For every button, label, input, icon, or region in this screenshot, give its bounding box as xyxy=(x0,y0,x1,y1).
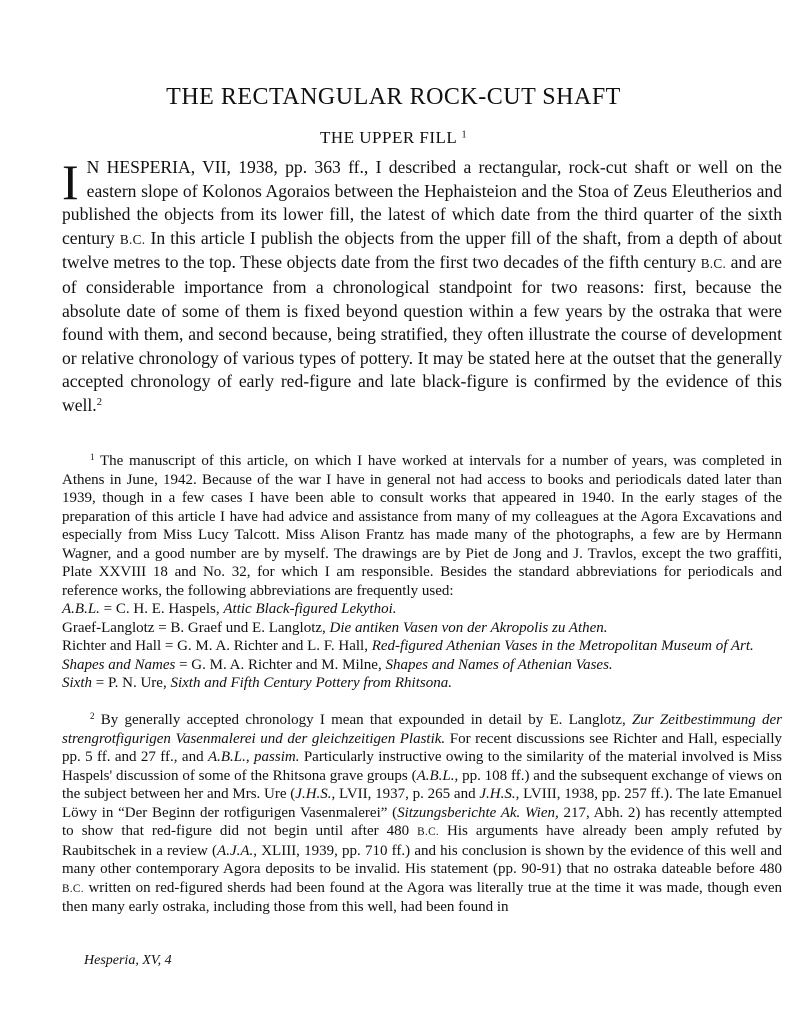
fn2-text: Particularly instructive owing to the similarity of the material involved is Miss Haspels' discussion of some of the Rhitsona grave groups ( xyxy=(62,749,782,784)
page-footer: Hesperia, XV, 4 xyxy=(84,953,172,968)
paragraph-part-1: N HESPERIA, VII, 1938, pp. 363 ff., I described a rectangular, rock-cut shaft or well on the eastern slope of Kolonos Agoraios between the Hephaisteion and the Stoa of Zeus Eleutherios and published the objects from its lower fill, the latest of which date from the third quarter of the sixth century xyxy=(62,157,782,248)
fn2-text: written on red-figured sherds had been found at the Agora was literally true at the time it was made, though even then many early ostraka, including those from this well, had been found in xyxy=(62,879,782,915)
footnote-1-text xyxy=(62,452,782,600)
abbrev-entry xyxy=(62,600,782,619)
abbrev-eq: = P. N. Ure, xyxy=(92,675,171,691)
fn2-citation: A.B.L. xyxy=(207,749,246,765)
fn2-text: , LVII, 1937, p. 265 and xyxy=(331,786,480,802)
abbrev-key: Sixth xyxy=(62,675,92,691)
fn2-text: For recent discussions see Richter and Hall, especially pp. 5 ff. and 27 ff., and xyxy=(62,730,782,765)
fn2-text: , pp. 108 ff.) and the subsequent exchange of views on the subject between her and Mrs. Ure ( xyxy=(62,767,782,802)
fn2-citation: Zur Zeitbestimmung der strengrotfigurigen Vasenmalerei und der gleichzeitigen Plastik. xyxy=(62,712,782,747)
abbrev-work: Die antiken Vasen von der Akropolis zu Athen. xyxy=(329,619,608,636)
bc-abbrev: B.C. xyxy=(417,826,440,838)
fn2-text: , xyxy=(245,749,255,765)
paragraph-part-3: and are of considerable importance from a chronological standpoint for two reasons: first, because the absolute date of some of them is fixed beyond question within a few years by the ostraka that were found with them, and second because, being stratified, they often illustrate the course of development or relative chronology of various types of pottery. It may be stated here at the outset that the generally accepted chronology of early red-figure and late black-figure is confirmed by the evidence of this well. xyxy=(62,252,782,415)
abbrev-entry xyxy=(62,656,782,675)
fn2-citation: A.B.L. xyxy=(416,767,455,784)
abbrev-eq: = B. Graef und E. Langlotz, xyxy=(154,619,330,636)
paragraph-part-2: In this article I publish the objects from the upper fill of the shaft, from a depth of about twelve metres to the top. These objects date from the first two decades of the fifth century xyxy=(62,227,782,273)
fn2-text: , XLIII, 1939, pp. 710 ff.) and his conclusion is shown by the evidence of this well and many other contemporary Agora deposits to be invalid. His statement (pp. 90-91) that no ostraka dateable before 480 xyxy=(62,842,782,877)
fn2-text: 217, Abh. 2) has recently attempted to show that red-figure did not begin until after 480 xyxy=(62,804,783,839)
abbrev-work: Shapes and Names of Athenian Vases. xyxy=(385,656,613,673)
abbrev-entry xyxy=(62,619,782,638)
footnote-2-text xyxy=(62,711,782,917)
abbrev-entry xyxy=(62,674,782,693)
bc-abbrev: B.C. xyxy=(119,231,146,247)
abbrev-key: Shapes and Names xyxy=(62,656,176,673)
fn2-text: By generally accepted chronology I mean that expounded in detail by E. Langlotz, xyxy=(100,712,632,728)
abbrev-eq: = G. M. A. Richter and M. Milne, xyxy=(175,656,386,673)
abbrev-key: Richter and Hall xyxy=(62,638,162,654)
article-title: THE RECTANGULAR ROCK-CUT SHAFT xyxy=(166,84,621,110)
abbrev-key: A.B.L. xyxy=(62,601,100,617)
fn2-citation: passim. xyxy=(254,749,300,765)
footnote-1 xyxy=(62,452,782,693)
fn2-citation: Sitzungsberichte Ak. Wien, xyxy=(397,804,559,821)
abbrev-work: Attic Black-figured Lekythoi. xyxy=(223,601,397,617)
drop-cap: I xyxy=(62,154,79,210)
footnote-2-number: 2 xyxy=(90,711,95,722)
footnote-1-body: The manuscript of this article, on which I have worked at intervals for a number of years, was completed in Athens in June, 1942. Because of the war I have in general not had access to books and periodicals dated later than 1939, though in a few cases I have been able to consult works that appeared in 1940. In the early stages of the preparation of this article I have had advice and assistance from many of my colleagues at the Agora Excavations and especially from Miss Lucy Talcott. Miss Alison Frantz has made many of the photographs, a few are by Hermann Wagner, and a good number are by myself. The drawings are by Piet de Jong and J. Travlos, except the two graffiti, Plate XXVIII 18 and No. 32, for which I am responsible. Besides the standard abbreviations for periodicals and reference works, the following abbreviations are frequently used: xyxy=(62,453,782,599)
footnote-2 xyxy=(62,711,782,917)
bc-abbrev: B.C. xyxy=(62,882,84,895)
abbrev-eq: = G. M. A. Richter and L. F. Hall, xyxy=(161,638,372,654)
abbrev-entry xyxy=(62,637,782,656)
abbrev-work: Red-figured Athenian Vases in the Metropolitan Museum of Art. xyxy=(371,638,754,654)
section-subtitle xyxy=(0,128,787,148)
abbrev-key: Graef-Langlotz xyxy=(62,619,155,636)
main-paragraph xyxy=(62,156,782,418)
fn2-citation: A.J.A. xyxy=(217,842,254,859)
bc-abbrev: B.C. xyxy=(700,256,727,272)
footnote-ref-1[interactable]: 1 xyxy=(461,129,468,141)
fn2-text: His arguments have already been amply refuted by Raubitschek in a review ( xyxy=(62,823,782,859)
footnote-ref-2[interactable]: 2 xyxy=(96,397,102,409)
fn2-text: , LVIII, 1938, pp. 257 ff.). The late Emanuel Löwy in “Der Beginn der rotfigurigen Vasenmalerei” ( xyxy=(62,786,782,821)
fn2-citation: J.H.S. xyxy=(479,786,516,802)
footnote-1-number: 1 xyxy=(90,452,95,463)
abbrev-eq: = C. H. E. Haspels, xyxy=(99,601,224,617)
subtitle-text: THE UPPER FILL xyxy=(319,128,457,147)
fn2-citation: J.H.S. xyxy=(295,786,332,802)
abbrev-work: Sixth and Fifth Century Pottery from Rhitsona. xyxy=(170,675,452,691)
